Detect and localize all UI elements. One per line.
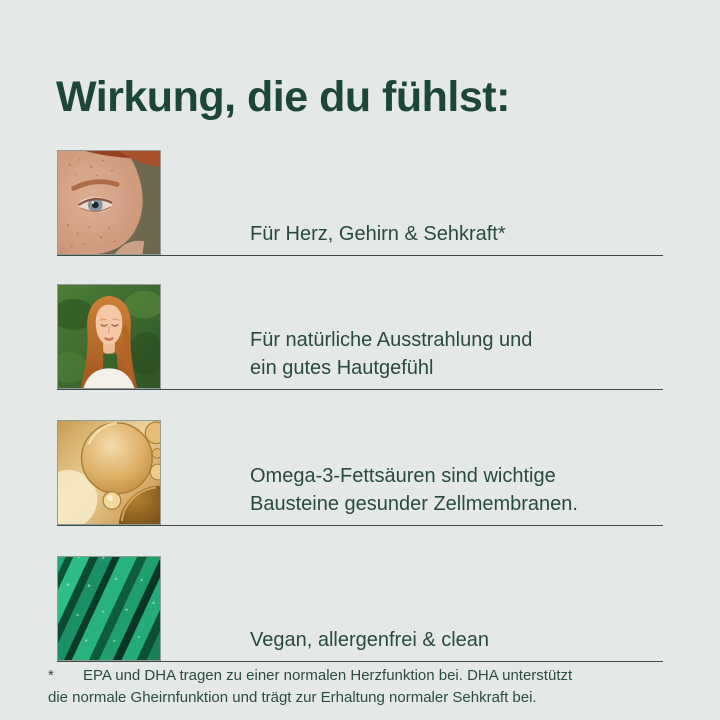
benefit-row-vegan-clean — [57, 556, 663, 662]
woman-in-field-image — [57, 284, 161, 389]
footnote — [48, 665, 668, 708]
benefit-text: Für natürliche Ausstrahlung und ein gutes Hautgefühl — [250, 329, 533, 379]
footnote-line-1 — [48, 665, 668, 687]
eye-closeup-image — [57, 150, 161, 255]
green-leaves-image — [57, 556, 161, 661]
benefit-row-skin-radiance — [57, 284, 663, 390]
section-heading: Wirkung, die du fühlst: — [56, 72, 510, 121]
benefit-row-heart-brain-vision — [57, 150, 663, 256]
golden-oil-drops-image — [57, 420, 161, 525]
footnote-line-2: die normale Gheirnfunktion und trägt zur Erhaltung normaler Sehkraft bei. — [48, 688, 537, 706]
benefit-text: Vegan, allergenfrei & clean — [250, 629, 490, 651]
benefit-text: Omega-3-Fettsäuren sind wichtige Bausteine gesunder Zellmembranen. — [250, 465, 578, 515]
benefit-text: Für Herz, Gehirn & Sehkraft* — [250, 223, 506, 245]
footnote-marker: * — [48, 667, 54, 684]
footnote-text: EPA und DHA tragen zu einer normalen Herzfunktion bei. DHA unterstützt — [83, 667, 573, 684]
benefit-row-cell-membranes — [57, 420, 663, 526]
